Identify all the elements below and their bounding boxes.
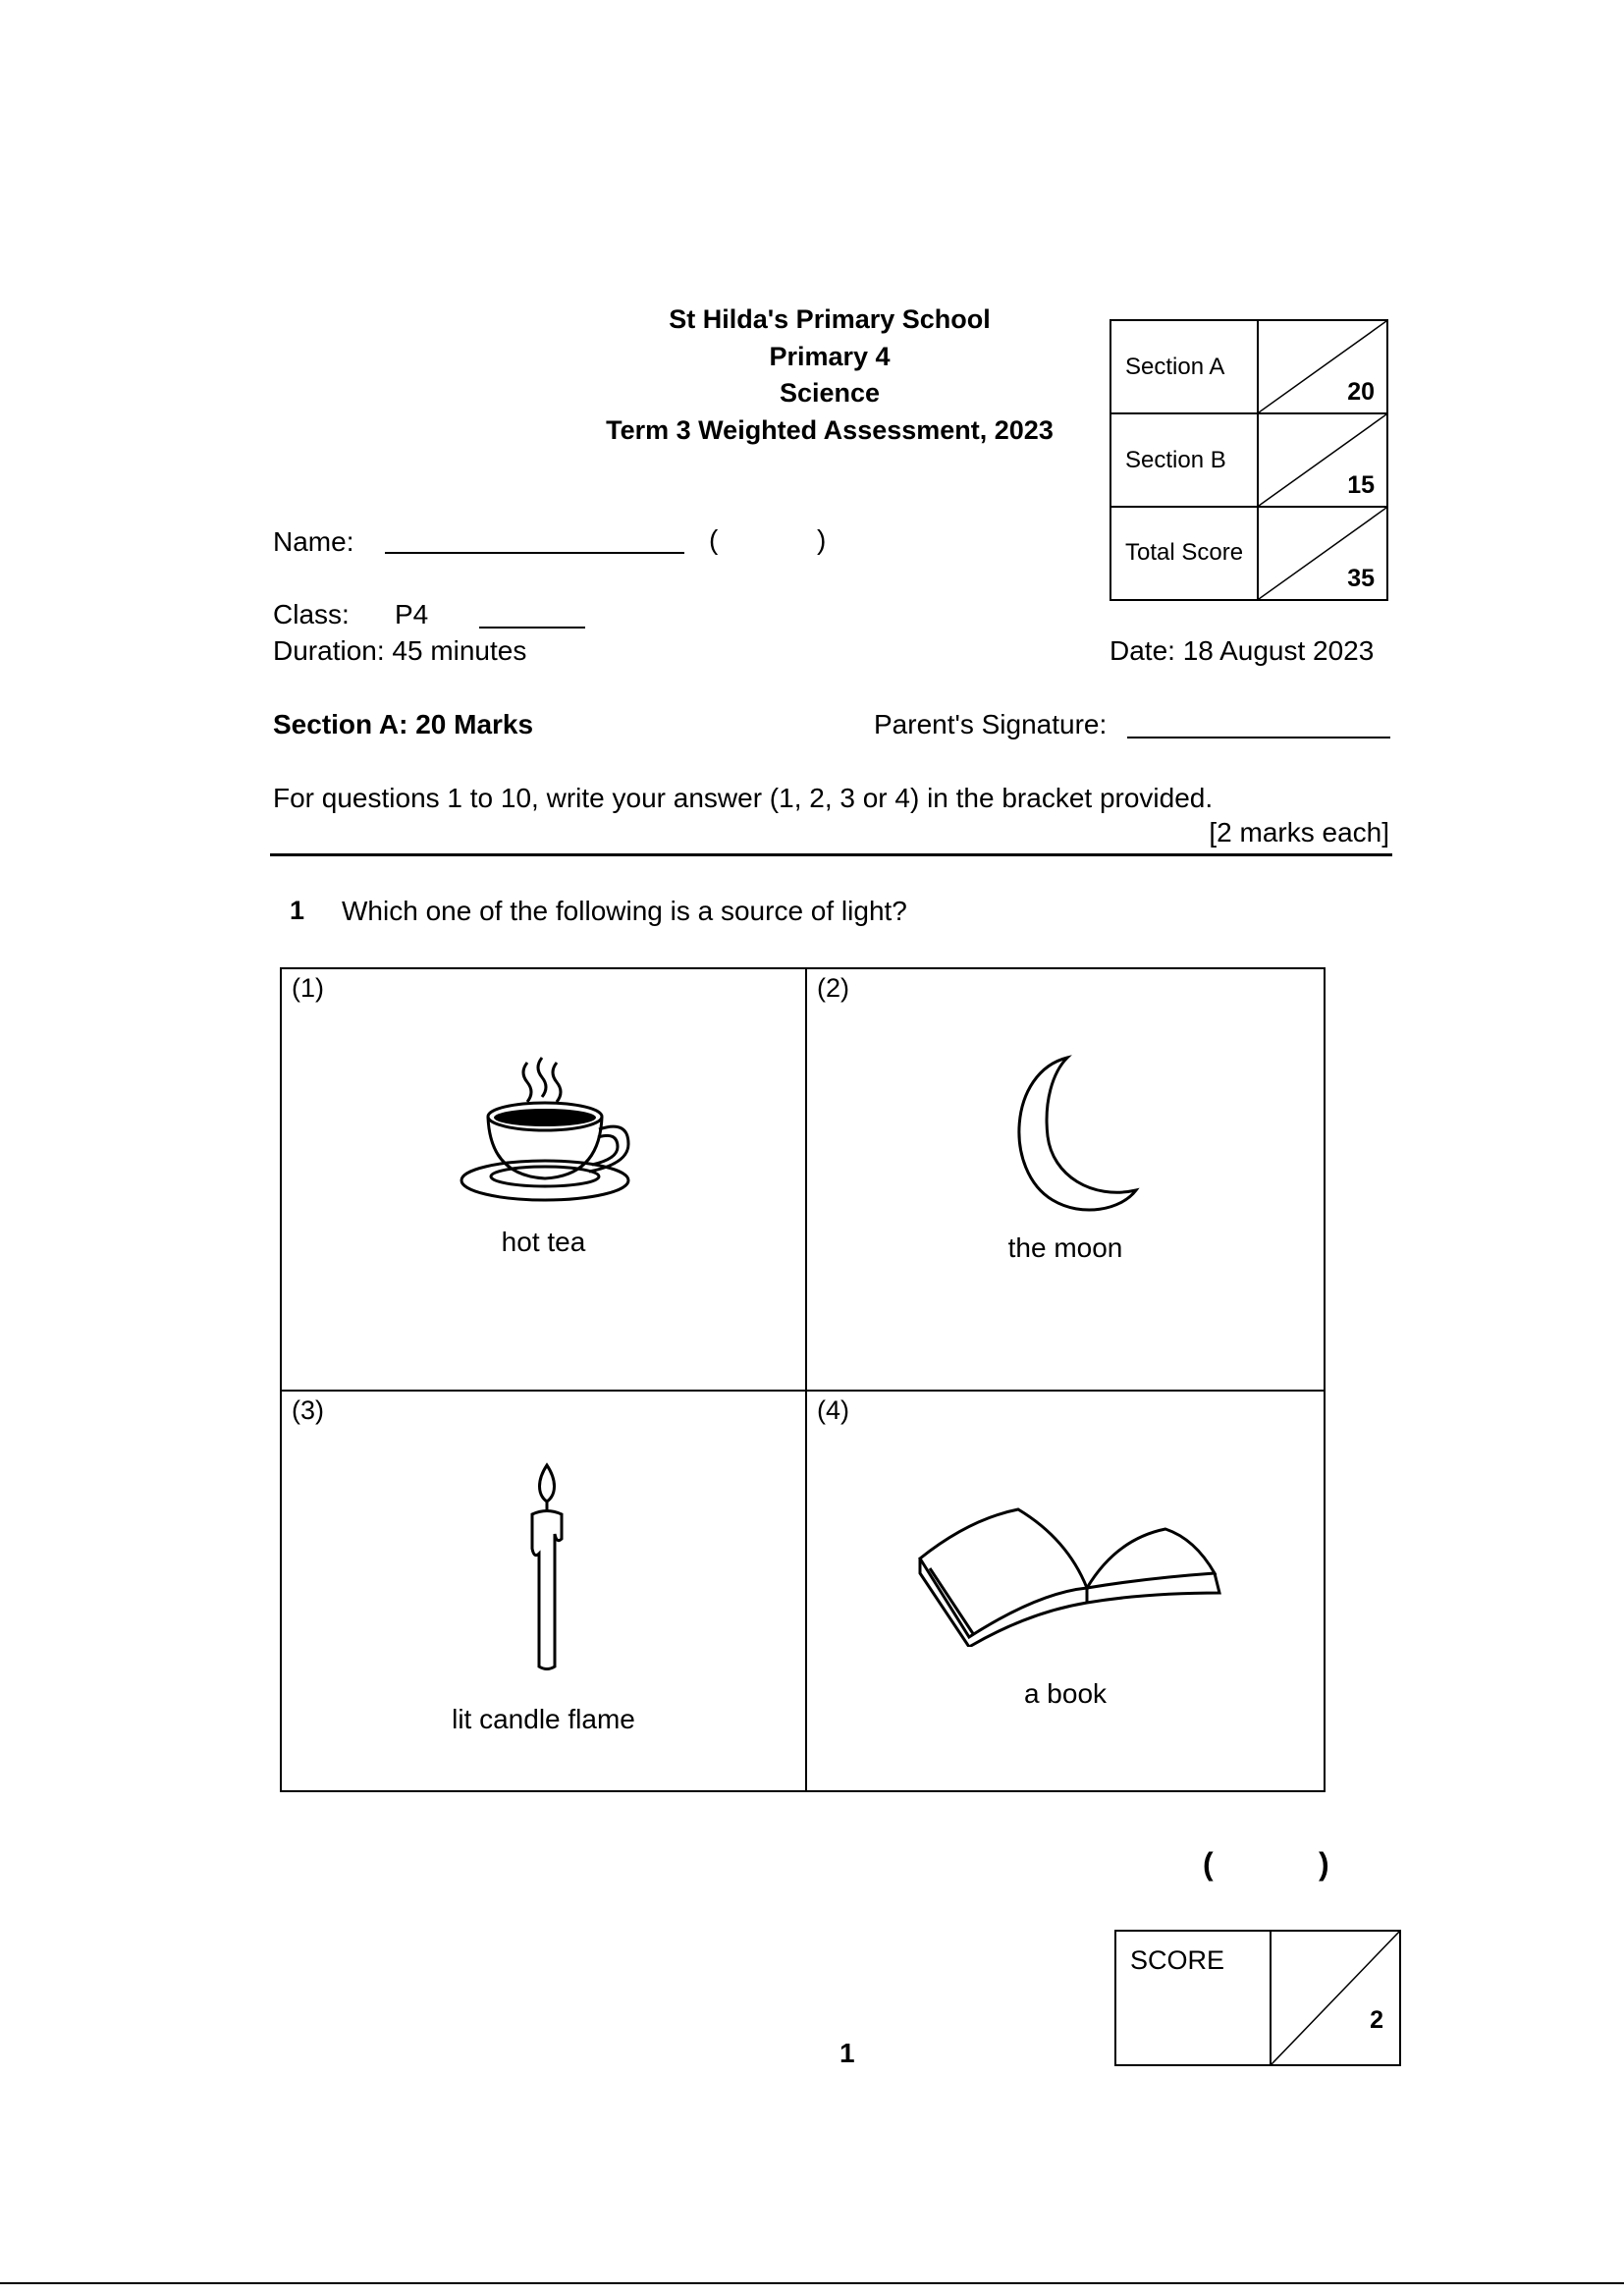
option-3 xyxy=(282,1392,807,1790)
option-2 xyxy=(807,969,1324,1392)
level: Primary 4 xyxy=(769,342,891,371)
question-score-box[interactable] xyxy=(1271,1931,1400,2065)
question-text: Which one of the following is a source of light? xyxy=(342,896,907,926)
section-b-label: Section B xyxy=(1110,413,1258,507)
option-4-number: (4) xyxy=(817,1395,849,1425)
assessment-title: Term 3 Weighted Assessment, 2023 xyxy=(606,415,1054,445)
section-a-score-box[interactable] xyxy=(1258,320,1387,413)
option-4 xyxy=(807,1392,1324,1790)
section-b-score-box[interactable] xyxy=(1258,413,1387,507)
teacup-icon xyxy=(459,1053,635,1210)
subject: Science xyxy=(779,378,881,408)
section-title: Section A: 20 Marks xyxy=(273,709,534,739)
question-number: 1 xyxy=(290,896,305,925)
class-field[interactable] xyxy=(479,627,585,629)
school-name: St Hilda's Primary School xyxy=(669,304,991,334)
answer-bracket-close: ) xyxy=(1319,1846,1329,1882)
answer-field[interactable] xyxy=(1229,1844,1303,1884)
name-label: Name: xyxy=(273,526,354,557)
option-1-label: hot tea xyxy=(501,1227,586,1257)
total-score-box[interactable] xyxy=(1258,507,1387,600)
instructions-divider xyxy=(270,853,1392,856)
total-max: 35 xyxy=(1347,565,1375,592)
section-a-label: Section A xyxy=(1110,320,1258,413)
class-label: Class: xyxy=(273,599,350,629)
name-field[interactable] xyxy=(385,552,684,554)
total-score-label: Total Score xyxy=(1110,507,1258,600)
candle-icon xyxy=(517,1460,576,1676)
index-bracket-open: ( xyxy=(709,524,719,555)
question-score-label: SCORE xyxy=(1115,1931,1271,2065)
answer-bracket-open: ( xyxy=(1203,1846,1214,1882)
duration: Duration: 45 minutes xyxy=(273,635,527,666)
instructions: For questions 1 to 10, write your answer (1, 2, 3 or 4) in the bracket provided. xyxy=(273,783,1214,813)
question-score-table xyxy=(1114,1930,1401,2066)
index-bracket-close: ) xyxy=(817,524,827,555)
section-b-max: 15 xyxy=(1347,471,1375,499)
option-4-label: a book xyxy=(1023,1678,1108,1709)
options-grid xyxy=(280,967,1326,1792)
option-2-label: the moon xyxy=(1007,1232,1123,1263)
book-icon xyxy=(910,1500,1224,1647)
option-3-number: (3) xyxy=(292,1395,324,1425)
section-a-max: 20 xyxy=(1347,378,1375,406)
page-number: 1 xyxy=(839,2038,855,2068)
parent-signature-label: Parent's Signature: xyxy=(874,709,1108,739)
marks-note: [2 marks each] xyxy=(1209,817,1389,847)
class-value: P4 xyxy=(395,599,429,629)
score-table xyxy=(1110,319,1388,601)
option-1-number: (1) xyxy=(292,973,324,1003)
page-bottom-rule xyxy=(0,2282,1624,2284)
option-1 xyxy=(282,969,807,1392)
option-3-label: lit candle flame xyxy=(452,1704,635,1734)
parent-signature-field[interactable] xyxy=(1127,737,1390,738)
date: Date: 18 August 2023 xyxy=(1110,635,1375,666)
option-2-number: (2) xyxy=(817,973,849,1003)
moon-icon xyxy=(999,1053,1141,1225)
question-score-max: 2 xyxy=(1370,2006,1383,2034)
